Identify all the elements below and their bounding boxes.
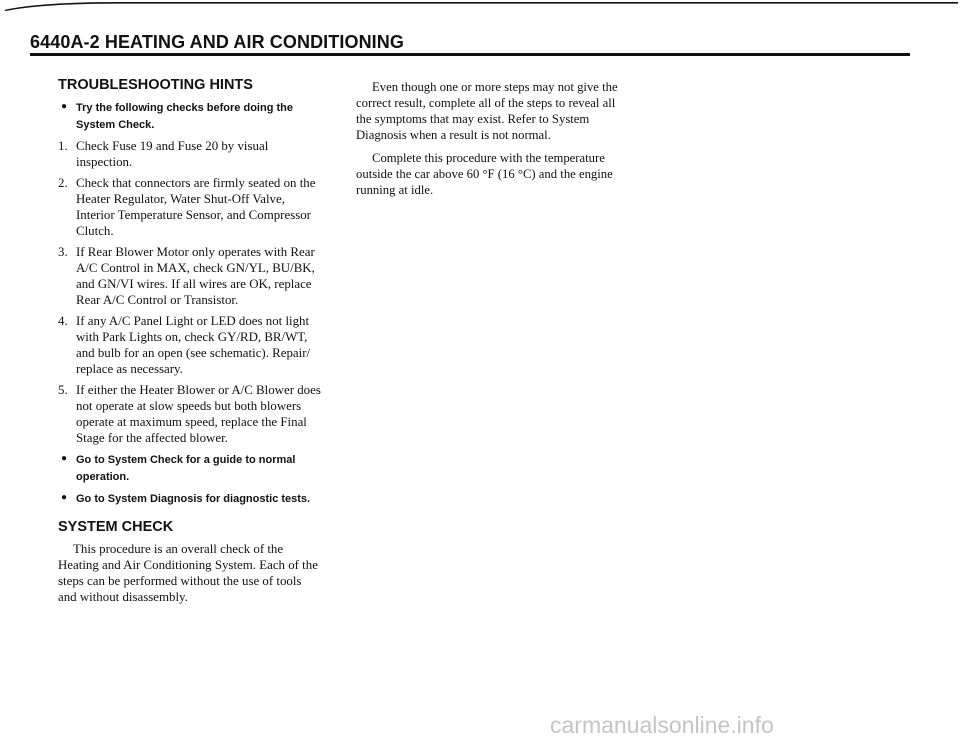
closing-bullet-text: Go to System Check for a guide to normal operation. [76,454,296,483]
bullet-icon: ● [61,492,68,503]
right-paragraph-2: Complete this procedure with the temperature outside the car above 60 °F (16 °C) and the engine running at idle. [356,151,613,197]
header-rule [30,53,910,56]
step-number: 3. [58,245,68,259]
bullet-icon: ● [61,101,68,112]
top-edge-rule [0,0,960,14]
intro-bullet-text: Try the following checks before doing the System Check. [76,102,293,131]
closing-bullet-text: Go to System Diagnosis for diagnostic tests. [76,493,311,505]
step-text: If Rear Blower Motor only operates with Rear A/C Control in MAX, check GN/YL, BU/BK, and GN/VI wires. If all wires are OK, replace Rear A/C Control or Transistor. [76,245,315,307]
right-column [356,79,624,205]
step-item [58,313,323,377]
closing-bullet [58,451,323,485]
closing-bullet [58,490,323,507]
bullet-icon: ● [61,453,68,464]
step-text: Check that connectors are firmly seated on the Heater Regulator, Water Shut-Off Valve, Interior Temperature Sensor, and Compressor Clutch. [76,176,316,238]
step-number: 5. [58,383,68,397]
watermark-text: carmanualsonline.info [550,712,774,738]
step-number: 1. [58,139,68,153]
step-number: 4. [58,314,68,328]
right-paragraph-1: Even though one or more steps may not give the correct result, complete all of the steps to reveal all the symptoms that may exist. Refer to System Diagnosis when a result is not normal. [356,80,618,142]
step-item [58,175,323,239]
left-column [58,77,323,610]
step-item [58,138,323,170]
step-text: If either the Heater Blower or A/C Blower does not operate at slow speeds but both blowers operate at maximum speed, replace the Final Stage for the affected blower. [76,383,321,445]
step-text: Check Fuse 19 and Fuse 20 by visual inspection. [76,139,269,169]
page-header-title: 6440A-2 HEATING AND AIR CONDITIONING [30,32,404,52]
system-check-paragraph: This procedure is an overall check of the Heating and Air Conditioning System. Each of the steps can be performed without the use of tools and without disassembly. [58,542,318,604]
step-item [58,244,323,308]
intro-bullet [58,99,323,133]
step-text: If any A/C Panel Light or LED does not light with Park Lights on, check GY/RD, BR/WT, and bulb for an open (see schematic). Repair/ replace as necessary. [76,314,311,376]
step-item [58,382,323,446]
system-check-heading: SYSTEM CHECK [58,519,174,535]
step-number: 2. [58,176,68,190]
troubleshooting-heading: TROUBLESHOOTING HINTS [58,77,253,93]
